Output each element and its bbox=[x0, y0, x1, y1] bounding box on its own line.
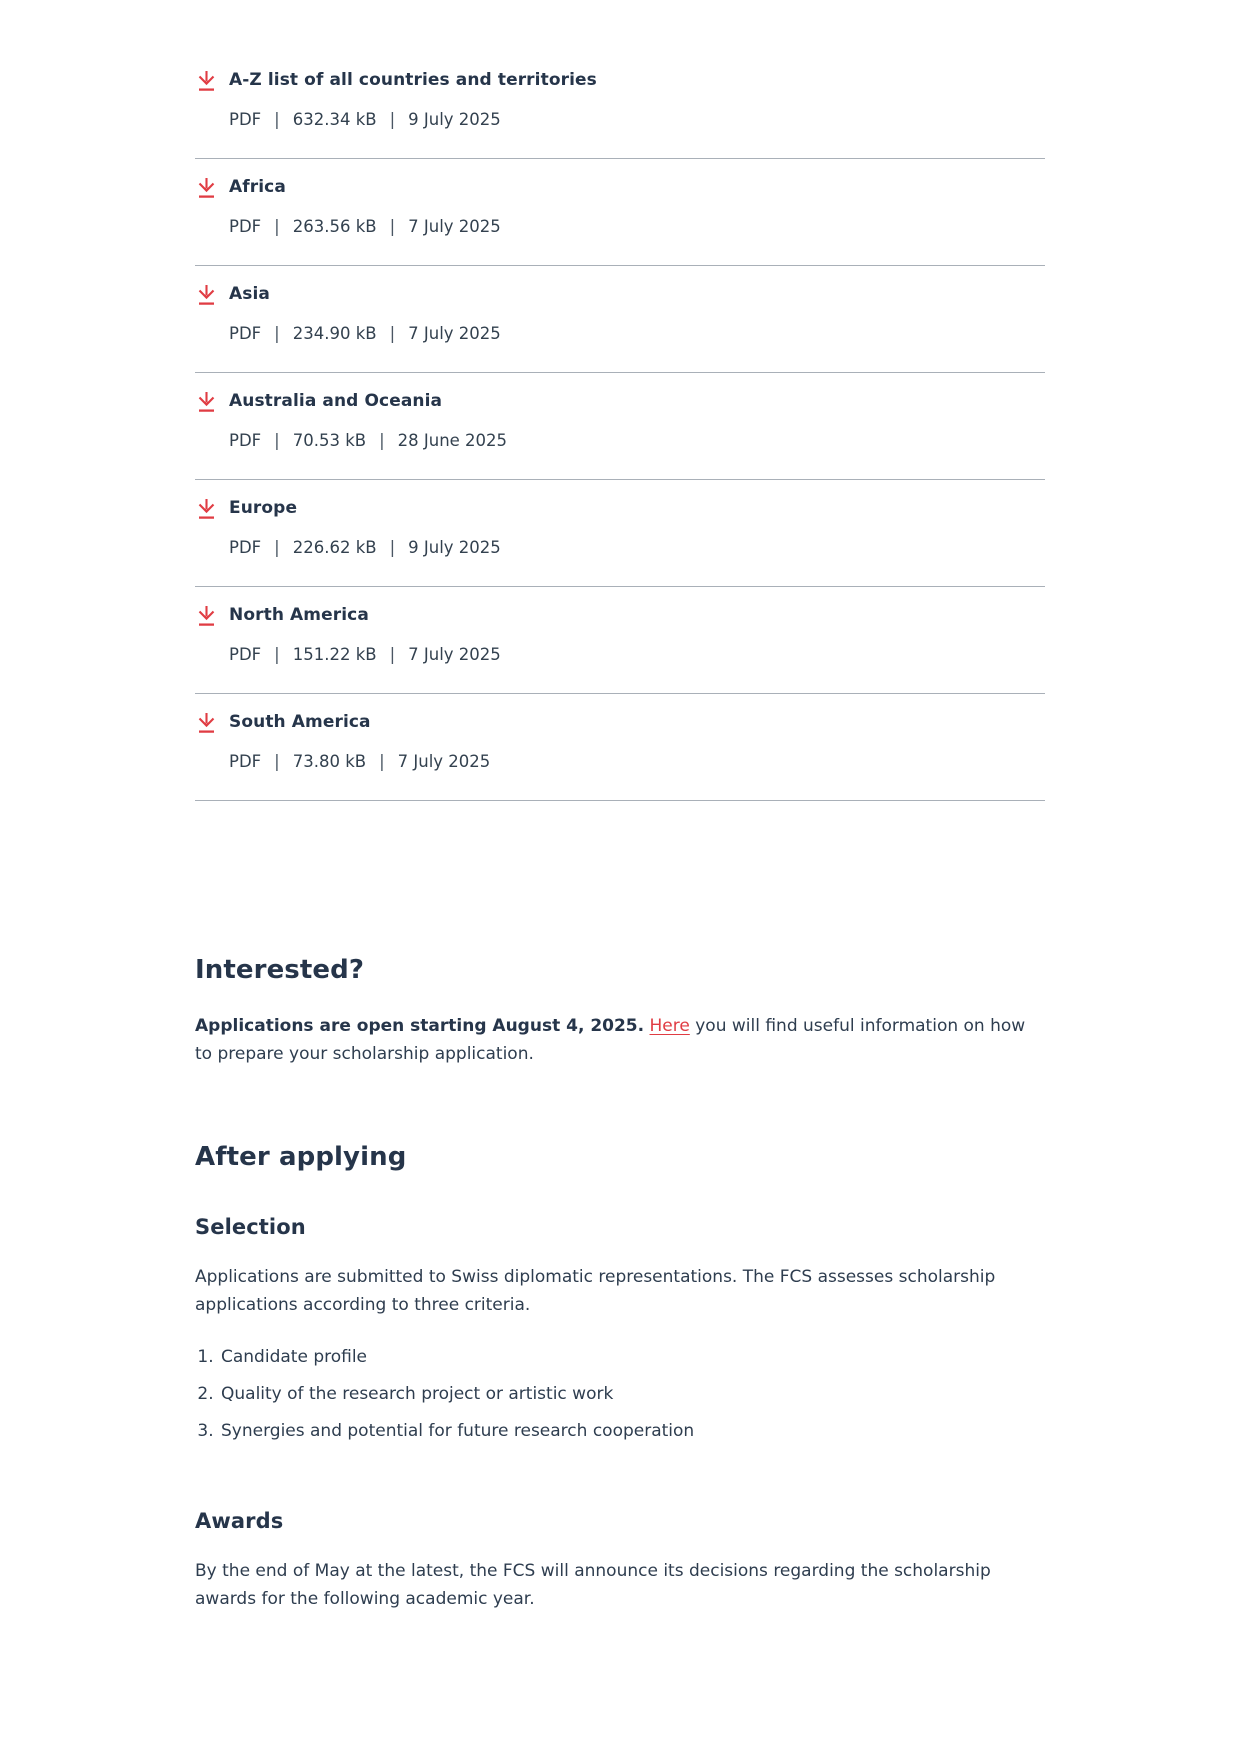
download-title: Asia bbox=[229, 284, 270, 304]
file-date: 7 July 2025 bbox=[408, 217, 501, 236]
applications-open-text: Applications are open starting August 4, 2025. bbox=[195, 1016, 645, 1036]
download-icon bbox=[195, 69, 218, 94]
file-size: 226.62 kB bbox=[292, 538, 377, 557]
file-format: PDF bbox=[229, 645, 262, 664]
download-item bbox=[195, 266, 1045, 373]
download-item bbox=[195, 694, 1045, 801]
meta-separator: | bbox=[274, 324, 280, 343]
meta-separator: | bbox=[379, 752, 385, 771]
download-meta bbox=[229, 322, 1045, 346]
download-icon bbox=[195, 176, 218, 201]
download-meta bbox=[229, 750, 1045, 774]
meta-separator: | bbox=[274, 110, 280, 129]
download-icon bbox=[195, 283, 218, 308]
download-title: Africa bbox=[229, 177, 286, 197]
download-link[interactable] bbox=[195, 603, 1045, 629]
meta-separator: | bbox=[389, 324, 396, 343]
meta-separator: | bbox=[379, 431, 385, 450]
selection-paragraph: Applications are submitted to Swiss diplomatic representations. The FCS assesses scholarship applications according to three criteria. bbox=[195, 1267, 996, 1315]
download-link[interactable] bbox=[195, 282, 1045, 308]
file-date: 7 July 2025 bbox=[408, 645, 501, 664]
file-size: 263.56 kB bbox=[292, 217, 377, 236]
download-title: South America bbox=[229, 712, 371, 732]
after-applying-heading: After applying bbox=[195, 1142, 407, 1172]
download-link[interactable] bbox=[195, 68, 1045, 94]
download-meta bbox=[229, 643, 1045, 667]
meta-separator: | bbox=[389, 217, 396, 236]
file-format: PDF bbox=[229, 431, 262, 450]
file-size: 73.80 kB bbox=[292, 752, 367, 771]
download-link[interactable] bbox=[195, 389, 1045, 415]
download-meta bbox=[229, 536, 1045, 560]
download-link[interactable] bbox=[195, 710, 1045, 736]
interested-rest-text: you will find useful information on how to prepare your scholarship application. bbox=[195, 1016, 1026, 1064]
download-title: Europe bbox=[229, 498, 298, 518]
download-meta bbox=[229, 215, 1045, 239]
download-meta bbox=[229, 429, 1045, 453]
interested-paragraph bbox=[195, 1012, 1045, 1068]
selection-criteria-list bbox=[195, 1345, 1045, 1443]
meta-separator: | bbox=[389, 538, 396, 557]
download-link[interactable] bbox=[195, 496, 1045, 522]
file-date: 7 July 2025 bbox=[397, 752, 491, 771]
file-date: 9 July 2025 bbox=[408, 110, 501, 129]
awards-paragraph: By the end of May at the latest, the FCS will announce its decisions regarding the scholarship awards for the following academic year. bbox=[195, 1561, 991, 1609]
download-item bbox=[195, 159, 1045, 266]
meta-separator: | bbox=[389, 645, 396, 664]
download-item bbox=[195, 587, 1045, 694]
download-item bbox=[195, 480, 1045, 587]
download-icon bbox=[195, 497, 218, 522]
file-size: 234.90 kB bbox=[292, 324, 377, 343]
criteria-item: 1. Candidate profile bbox=[219, 1345, 1045, 1369]
download-meta bbox=[229, 108, 1045, 132]
file-format: PDF bbox=[229, 217, 262, 236]
awards-heading: Awards bbox=[195, 1509, 284, 1533]
criteria-item: 3. Synergies and potential for future research cooperation bbox=[219, 1419, 1045, 1443]
meta-separator: | bbox=[389, 110, 396, 129]
meta-separator: | bbox=[274, 645, 280, 664]
meta-separator: | bbox=[274, 752, 280, 771]
download-icon bbox=[195, 711, 218, 736]
file-date: 9 July 2025 bbox=[408, 538, 501, 557]
selection-heading: Selection bbox=[195, 1215, 306, 1239]
file-format: PDF bbox=[229, 538, 262, 557]
content-column bbox=[195, 0, 1045, 1613]
interested-heading: Interested? bbox=[195, 955, 365, 985]
download-title: Australia and Oceania bbox=[229, 391, 443, 411]
file-format: PDF bbox=[229, 110, 262, 129]
file-format: PDF bbox=[229, 752, 262, 771]
download-title: A-Z list of all countries and territories bbox=[229, 70, 597, 90]
meta-separator: | bbox=[274, 217, 280, 236]
download-link[interactable] bbox=[195, 175, 1045, 201]
file-date: 28 June 2025 bbox=[397, 431, 508, 450]
download-list bbox=[195, 52, 1045, 801]
here-link[interactable]: Here bbox=[649, 1016, 690, 1036]
file-size: 70.53 kB bbox=[292, 431, 367, 450]
download-icon bbox=[195, 604, 218, 629]
criteria-item: 2. Quality of the research project or artistic work bbox=[219, 1382, 1045, 1406]
file-size: 632.34 kB bbox=[292, 110, 377, 129]
file-size: 151.22 kB bbox=[292, 645, 377, 664]
download-icon bbox=[195, 390, 218, 415]
file-date: 7 July 2025 bbox=[408, 324, 501, 343]
meta-separator: | bbox=[274, 431, 280, 450]
download-item bbox=[195, 52, 1045, 159]
file-format: PDF bbox=[229, 324, 262, 343]
download-item bbox=[195, 373, 1045, 480]
meta-separator: | bbox=[274, 538, 280, 557]
download-title: North America bbox=[229, 605, 369, 625]
